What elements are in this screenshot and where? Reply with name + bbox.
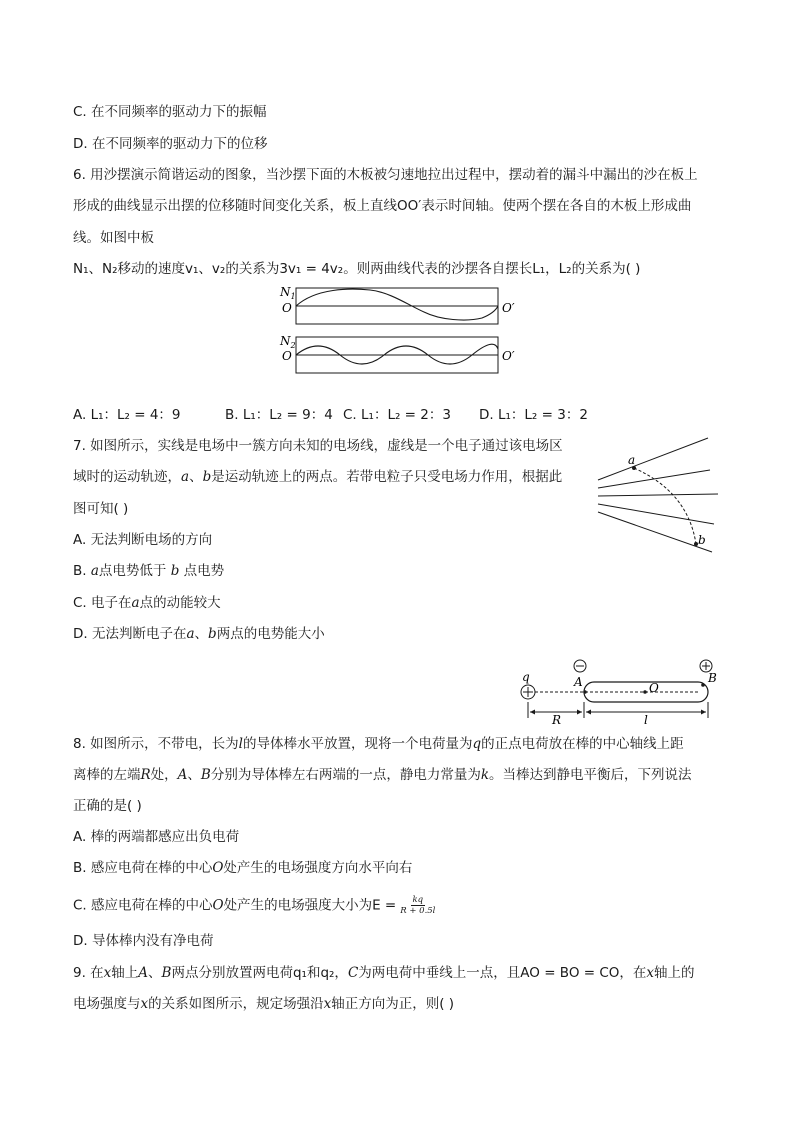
q6-stem-line-3: 线。如图中板 (73, 230, 154, 246)
q5-option-c: C. 在不同频率的驱动力下的振幅 (73, 104, 267, 120)
field-line-1 (598, 438, 708, 480)
point-a-dot (583, 690, 587, 694)
q6-option-b: B. L₁：L₂ = 9：4 (225, 407, 333, 423)
q6-option-a: A. L₁：L₂ = 4：9 (73, 407, 181, 423)
q6-option-d: D. L₁：L₂ = 3：2 (479, 407, 588, 423)
electron-trajectory (634, 468, 696, 544)
q7-stem-line-3: 图可知( ) (73, 501, 129, 517)
q8-option-c: C. 感应电荷在棒的中心O处产生的电场强度大小为E = $\frac{kq}{R + 0.5l}$ (73, 895, 436, 916)
q8-option-b: B. 感应电荷在棒的中心O处产生的电场强度方向水平向右 (73, 860, 413, 876)
q6-stem-line-4: N₁、N₂移动的速度v₁、v₂的关系为3v₁ = 4v₂。则两曲线代表的沙摆各自摆长L₁，L₂的关系为( ) (73, 261, 641, 277)
point-b-dot (701, 683, 705, 687)
point-o-dot (643, 690, 647, 694)
q7-option-b: B. a点电势低于 b 点电势 (73, 563, 225, 579)
label-o-1: O (282, 301, 292, 315)
curve-n1 (296, 289, 498, 320)
label-n1: $N_1$ (280, 285, 296, 301)
q5-option-d: D. 在不同频率的驱动力下的位移 (73, 136, 268, 152)
q7-stem-line-2: 域时的运动轨迹，a、b是运动轨迹上的两点。若带电粒子只受电场力作用，根据此 (73, 469, 563, 485)
label-o: O (649, 681, 659, 695)
q6-stem-line-1: 6. 用沙摆演示简谐运动的图象，当沙摆下面的木板被匀速地拉出过程中，摆动着的漏斗中漏出的沙在板上 (73, 167, 698, 183)
field-line-4 (598, 504, 714, 524)
label-b: B (708, 671, 717, 685)
q7-electric-field-figure (592, 432, 724, 557)
q8-stem-line-3: 正确的是( ) (73, 798, 142, 814)
label-o-2: O (282, 349, 292, 363)
q6-options (73, 405, 588, 425)
q8-stem-line-1: 8. 如图所示，不带电，长为l的导体棒水平放置，现将一个电荷量为q的正点电荷放在棒的中心轴线上距 (73, 736, 684, 752)
q9-stem-line-2: 电场强度与x的关系如图所示，规定场强沿x轴正方向为正，则( ) (73, 996, 455, 1012)
label-q: q (522, 670, 530, 684)
q7-stem-line-1: 7. 如图所示，实线是电场中一簇方向未知的电场线，虚线是一个电子通过该电场区 (73, 438, 563, 454)
q7-option-c: C. 电子在a点的动能较大 (73, 595, 221, 611)
q7-option-a: A. 无法判断电场的方向 (73, 532, 213, 548)
q8-stem-line-2: 离棒的左端R处，A、B分别为导体棒左右两端的一点，静电力常量为k。当棒达到静电平衡后，下列说法 (73, 767, 692, 783)
label-l: l (644, 713, 648, 726)
q7-option-d: D. 无法判断电子在a、b两点的电势能大小 (73, 626, 325, 642)
curve-n2 (296, 344, 498, 364)
field-line-5 (598, 512, 712, 552)
q9-stem-line-1: 9. 在x轴上A、B两点分别放置两电荷q₁和q₂，C为两电荷中垂线上一点，且AO = BO = CO，在x轴上的 (73, 965, 695, 981)
label-a: a (628, 453, 636, 467)
q6-option-c: C. L₁：L₂ = 2：3 (343, 407, 451, 423)
q8-conductor-rod-figure (516, 654, 722, 726)
q8-option-a: A. 棒的两端都感应出负电荷 (73, 829, 240, 845)
label-a: A (574, 675, 583, 689)
q8-option-d: D. 导体棒内没有净电荷 (73, 933, 214, 949)
label-o-prime-2: O′ (502, 349, 515, 363)
label-n2: $N_2$ (280, 334, 296, 350)
label-b: b (698, 533, 706, 547)
field-line-3 (598, 494, 718, 496)
q6-stem-line-2: 形成的曲线显示出摆的位移随时间变化关系，板上直线OO′表示时间轴。使两个摆在各自的木板上形成曲 (73, 198, 692, 214)
fraction-kq-over-r: $\frac{kq}{R + 0.5l}$ (400, 895, 436, 916)
q6-sand-pendulum-figure (270, 282, 530, 378)
label-r: R (552, 713, 562, 726)
label-o-prime-1: O′ (502, 301, 515, 315)
